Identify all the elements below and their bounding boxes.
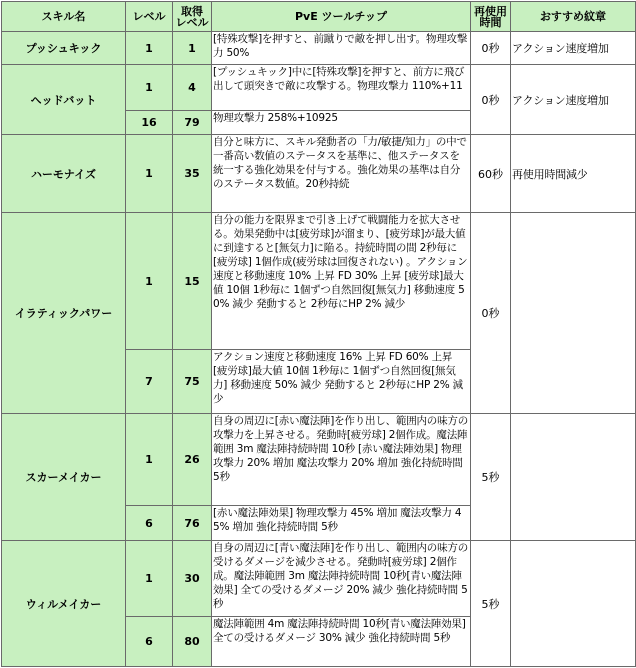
skill-level: 1 [126, 541, 173, 616]
header-skill-name: スキル名 [2, 2, 126, 32]
header-acquire-level-text: 取得 レベル [175, 4, 209, 29]
skill-table [1, 1, 636, 667]
table-row [2, 212, 636, 350]
table-row [2, 135, 636, 212]
recommended-crest [511, 541, 636, 667]
table-row [2, 413, 636, 505]
table-row [2, 65, 636, 111]
recommended-crest [511, 212, 636, 413]
tooltip-text: 自分の能力を限界まで引き上げて戦闘能力を拡大させる。効果発動中は[疲労球]が溜まり、[疲労球]が最大値に到達すると[無気力]に陥る。持続時間の間 2秒毎に[疲労球] 1個作成(疲労球は回復されない) 。アクション速度と移動速度 10% 上昇 FD 30% 上昇 [疲労球]最大値 10個 1秒毎に 1個ずつ自然回復[無気力] 移動速度 50% 減少 発動すると 2秒毎にHP 2% 減少 [212, 212, 471, 350]
skill-name: スカーメイカー [2, 413, 126, 541]
header-cooldown [471, 2, 511, 32]
acquire-level: 30 [173, 541, 212, 616]
acquire-level: 15 [173, 212, 212, 350]
acquire-level: 1 [173, 32, 212, 65]
table-row [2, 32, 636, 65]
acquire-level: 80 [173, 616, 212, 666]
tooltip-text: 自身の周辺に[赤い魔法陣]を作り出し、範囲内の味方の攻撃力を上昇させる。発動時[疲労球] 2個作成。魔法陣範囲 3m 魔法陣持続時間 10秒 [赤い魔法陣効果] 物理攻撃力 20% 増加 魔法攻撃力 20% 増加 強化持続時間 5秒 [212, 413, 471, 505]
skill-level: 7 [126, 350, 173, 413]
skill-level: 1 [126, 413, 173, 505]
tooltip-text: [赤い魔法陣効果] 物理攻撃力 45% 増加 魔法攻撃力 45% 増加 強化持続時間 5秒 [212, 506, 471, 541]
header-level: レベル [126, 2, 173, 32]
cooldown: 0秒 [471, 65, 511, 135]
tooltip-text: [特殊攻撃]を押すと、前蹴りで敵を押し出す。物理攻撃力 50% [212, 32, 471, 65]
skill-level: 6 [126, 506, 173, 541]
skill-name: ヘッドバット [2, 65, 126, 135]
recommended-crest: アクション速度増加 [511, 32, 636, 65]
tooltip-text: 自身の周辺に[青い魔法陣]を作り出し、範囲内の味方の受けるダメージを減少させる。発動時[疲労球] 2個作成。魔法陣範囲 3m 魔法陣持続時間 10秒[青い魔法陣効果] 全ての受けるダメージ 20% 減少 強化持続時間 5秒 [212, 541, 471, 616]
cooldown: 5秒 [471, 413, 511, 541]
skill-level: 6 [126, 616, 173, 666]
skill-level: 1 [126, 212, 173, 350]
tooltip-text: 魔法陣範囲 4m 魔法陣持続時間 10秒[青い魔法陣効果] 全ての受けるダメージ 30% 減少 強化持続時間 5秒 [212, 616, 471, 666]
acquire-level: 35 [173, 135, 212, 212]
recommended-crest [511, 413, 636, 541]
acquire-level: 75 [173, 350, 212, 413]
acquire-level: 79 [173, 111, 212, 135]
cooldown: 60秒 [471, 135, 511, 212]
skill-name: イラティックパワー [2, 212, 126, 413]
acquire-level: 4 [173, 65, 212, 111]
skill-name: ハーモナイズ [2, 135, 126, 212]
tooltip-text: [プッシュキック]中に[特殊攻撃]を押すと、前方に飛び出して頭突きで敵に攻撃する。物理攻撃力 110%+11 [212, 65, 471, 111]
cooldown: 0秒 [471, 32, 511, 65]
tooltip-text: 物理攻撃力 258%+10925 [212, 111, 471, 135]
acquire-level: 26 [173, 413, 212, 505]
header-crest: おすすめ紋章 [511, 2, 636, 32]
skill-level: 16 [126, 111, 173, 135]
cooldown: 5秒 [471, 541, 511, 667]
acquire-level: 76 [173, 506, 212, 541]
tooltip-text: アクション速度と移動速度 16% 上昇 FD 60% 上昇 [疲労球]最大値 10個 1秒毎に 1個ずつ自然回復[無気力] 移動速度 50% 減少 発動すると 2秒毎にHP 2% 減少 [212, 350, 471, 413]
skill-level: 1 [126, 32, 173, 65]
skill-name: ウィルメイカー [2, 541, 126, 667]
header-tooltip: PvE ツールチップ [212, 2, 471, 32]
recommended-crest: アクション速度増加 [511, 65, 636, 135]
table-row [2, 541, 636, 616]
header-cooldown-text: 再使用 時間 [474, 4, 507, 29]
skill-name: プッシュキック [2, 32, 126, 65]
cooldown: 0秒 [471, 212, 511, 413]
tooltip-text: 自分と味方に、スキル発動者の「力/敏捷/知力」の中で一番高い数値のステータスを基準に、他ステータスを統一する強化効果を付与する。強化効果の基準は自分のステータス数値。20秒持続 [212, 135, 471, 212]
header-row [2, 2, 636, 32]
skill-level: 1 [126, 135, 173, 212]
header-acquire-level [173, 2, 212, 32]
recommended-crest: 再使用時間減少 [511, 135, 636, 212]
skill-level: 1 [126, 65, 173, 111]
